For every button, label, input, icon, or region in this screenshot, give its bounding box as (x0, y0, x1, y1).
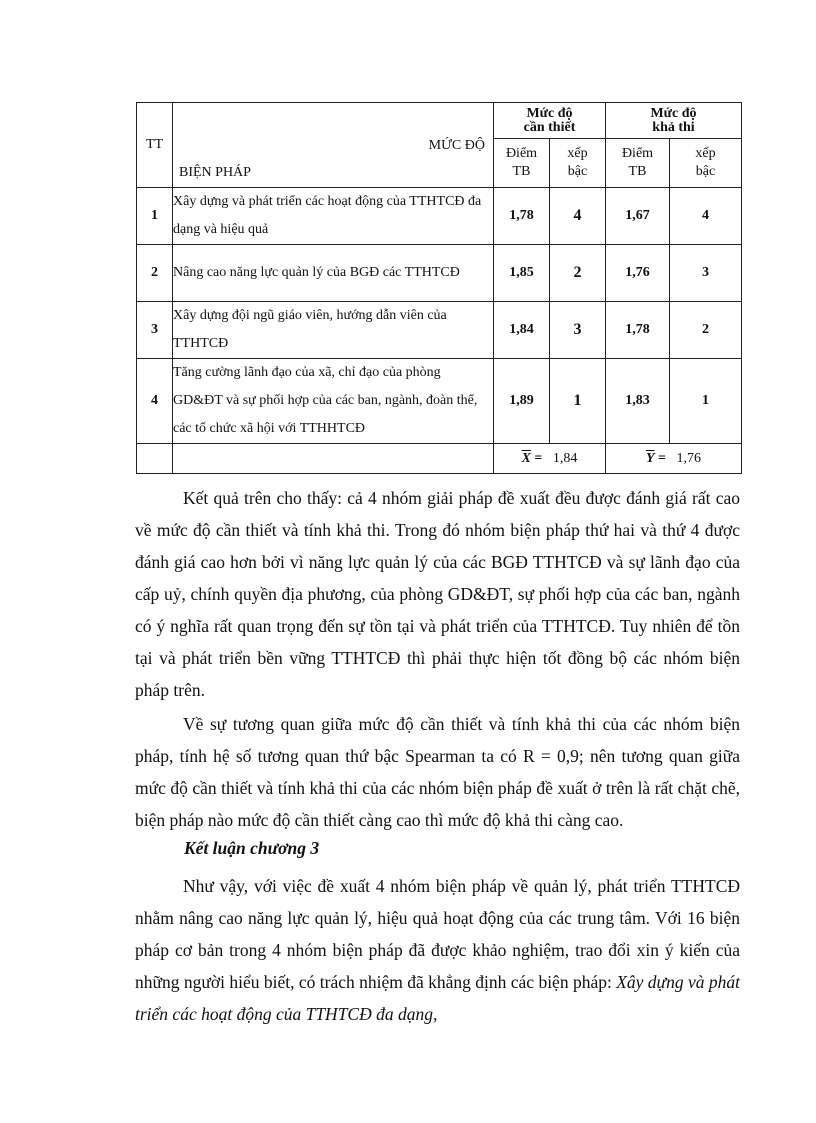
table-row (137, 188, 742, 245)
row-description: Tăng cường lãnh đạo của xã, chỉ đạo của phòng GD&ĐT và sự phối hợp của các ban, ngành, đoàn thể, các tổ chức xã hội với TTHHTCĐ (173, 359, 494, 444)
header-diagonal-cell (173, 103, 494, 188)
header-diem-tb-1 (494, 139, 550, 188)
row-rank-can-thiet: 1 (550, 359, 606, 444)
xep-line2: bậc (567, 164, 588, 179)
row-diem-kha-thi: 1,78 (606, 302, 670, 359)
header-bien-phap: BIỆN PHÁP (179, 164, 251, 180)
evaluation-table (136, 102, 742, 474)
mean-y-value: 1,76 (676, 450, 702, 466)
header-group-can-thiet (494, 103, 606, 139)
summary-row (137, 444, 742, 474)
row-diem-kha-thi: 1,67 (606, 188, 670, 245)
summary-empty-tt (137, 444, 173, 474)
table-row (137, 245, 742, 302)
paragraph-correlation: Về sự tương quan giữa mức độ cần thiết và tính khả thi của các nhóm biện pháp, tính hệ số tương quan thứ bậc Spearman ta có R = 0,9; nên tương quan giữa mức độ cần thiết và tính khả thi của các nhóm biện pháp đề xuất ở trên là rất chặt chẽ, biện pháp nào mức độ cần thiết càng cao thì mức độ khả thi càng cao. (135, 714, 740, 830)
mean-y-eq: = (658, 450, 667, 466)
header-muc-do: MỨC ĐỘ (428, 137, 485, 153)
mean-y-symbol: $\overline{Y}$ (645, 450, 655, 466)
group1-line1: Mức độ (526, 105, 573, 121)
mean-y-cell (606, 444, 742, 474)
group2-line2: khả thi (652, 119, 695, 135)
row-number: 1 (137, 188, 173, 245)
row-rank-kha-thi: 1 (670, 359, 742, 444)
diem-line2: TB (628, 164, 647, 179)
row-rank-can-thiet: 4 (550, 188, 606, 245)
row-rank-kha-thi: 4 (670, 188, 742, 245)
row-diem-can-thiet: 1,84 (494, 302, 550, 359)
xep-line2: bậc (695, 164, 716, 179)
row-number: 3 (137, 302, 173, 359)
row-diem-kha-thi: 1,83 (606, 359, 670, 444)
row-rank-can-thiet: 2 (550, 245, 606, 302)
diem-line1: Điểm (505, 146, 538, 161)
row-number: 2 (137, 245, 173, 302)
mean-x-cell (494, 444, 606, 474)
header-tt-label: TT (145, 137, 164, 152)
xep-line1: xếp (695, 146, 716, 161)
row-description: Nâng cao năng lực quản lý của BGĐ các TTHTCĐ (173, 245, 494, 302)
mean-x-eq: = (534, 450, 543, 466)
row-rank-kha-thi: 3 (670, 245, 742, 302)
header-xep-bac-1 (550, 139, 606, 188)
row-rank-kha-thi: 2 (670, 302, 742, 359)
row-diem-kha-thi: 1,76 (606, 245, 670, 302)
table-row (137, 359, 742, 444)
row-diem-can-thiet: 1,85 (494, 245, 550, 302)
xep-line1: xếp (567, 146, 588, 161)
header-diem-tb-2 (606, 139, 670, 188)
diem-line1: Điểm (621, 146, 654, 161)
group1-line2: cần thiết (523, 119, 576, 135)
row-rank-can-thiet: 3 (550, 302, 606, 359)
row-description: Xây dựng đội ngũ giáo viên, hướng dẫn viên của TTHTCĐ (173, 302, 494, 359)
paragraph-conclusion (135, 870, 740, 1030)
conclusion-text: Như vậy, với việc đề xuất 4 nhóm biện pháp về quản lý, phát triển TTHTCĐ nhằm nâng cao năng lực quản lý, hiệu quả hoạt động của các trung tâm. Với 16 biện pháp cơ bản trong 4 nhóm biện pháp đã được khảo nghiệm, trao đổi xin ý kiến của những người hiểu biết, có trách nhiệm đã khẳng định các biện pháp: (135, 876, 740, 992)
mean-x-value: 1,84 (552, 450, 578, 466)
row-diem-can-thiet: 1,89 (494, 359, 550, 444)
row-number: 4 (137, 359, 173, 444)
conclusion-italic-text: Xây dựng và phát triển các hoạt động của TTHTCĐ đa dạng, (135, 972, 740, 1024)
table-row (137, 302, 742, 359)
header-tt (137, 103, 173, 188)
header-group-kha-thi (606, 103, 742, 139)
mean-x-symbol: $\overline{X}$ (521, 450, 531, 466)
diem-line2: TB (512, 164, 531, 179)
section-heading: Kết luận chương 3 (184, 838, 320, 858)
row-diem-can-thiet: 1,78 (494, 188, 550, 245)
summary-empty-desc (173, 444, 494, 474)
group2-line1: Mức độ (650, 105, 697, 121)
header-xep-bac-2 (670, 139, 742, 188)
paragraph-results: Kết quả trên cho thấy: cả 4 nhóm giải pháp đề xuất đều được đánh giá rất cao về mức độ cần thiết và tính khả thi. Trong đó nhóm biện pháp thứ hai và thứ 4 được đánh giá cao hơn bởi vì năng lực quản lý của các BGĐ TTHTCĐ và sự lãnh đạo của cấp uỷ, chính quyền địa phương, của phòng GD&ĐT, sự phối hợp của các ban, ngành có ý nghĩa rất quan trọng đến sự tồn tại và phát triển của TTHTCĐ. Tuy nhiên để tồn tại và phát triển bền vững TTHTCĐ thì phải thực hiện tốt đồng bộ các nhóm biện pháp trên. (135, 488, 740, 700)
row-description: Xây dựng và phát triển các hoạt động của TTHTCĐ đa dạng và hiệu quả (173, 188, 494, 245)
